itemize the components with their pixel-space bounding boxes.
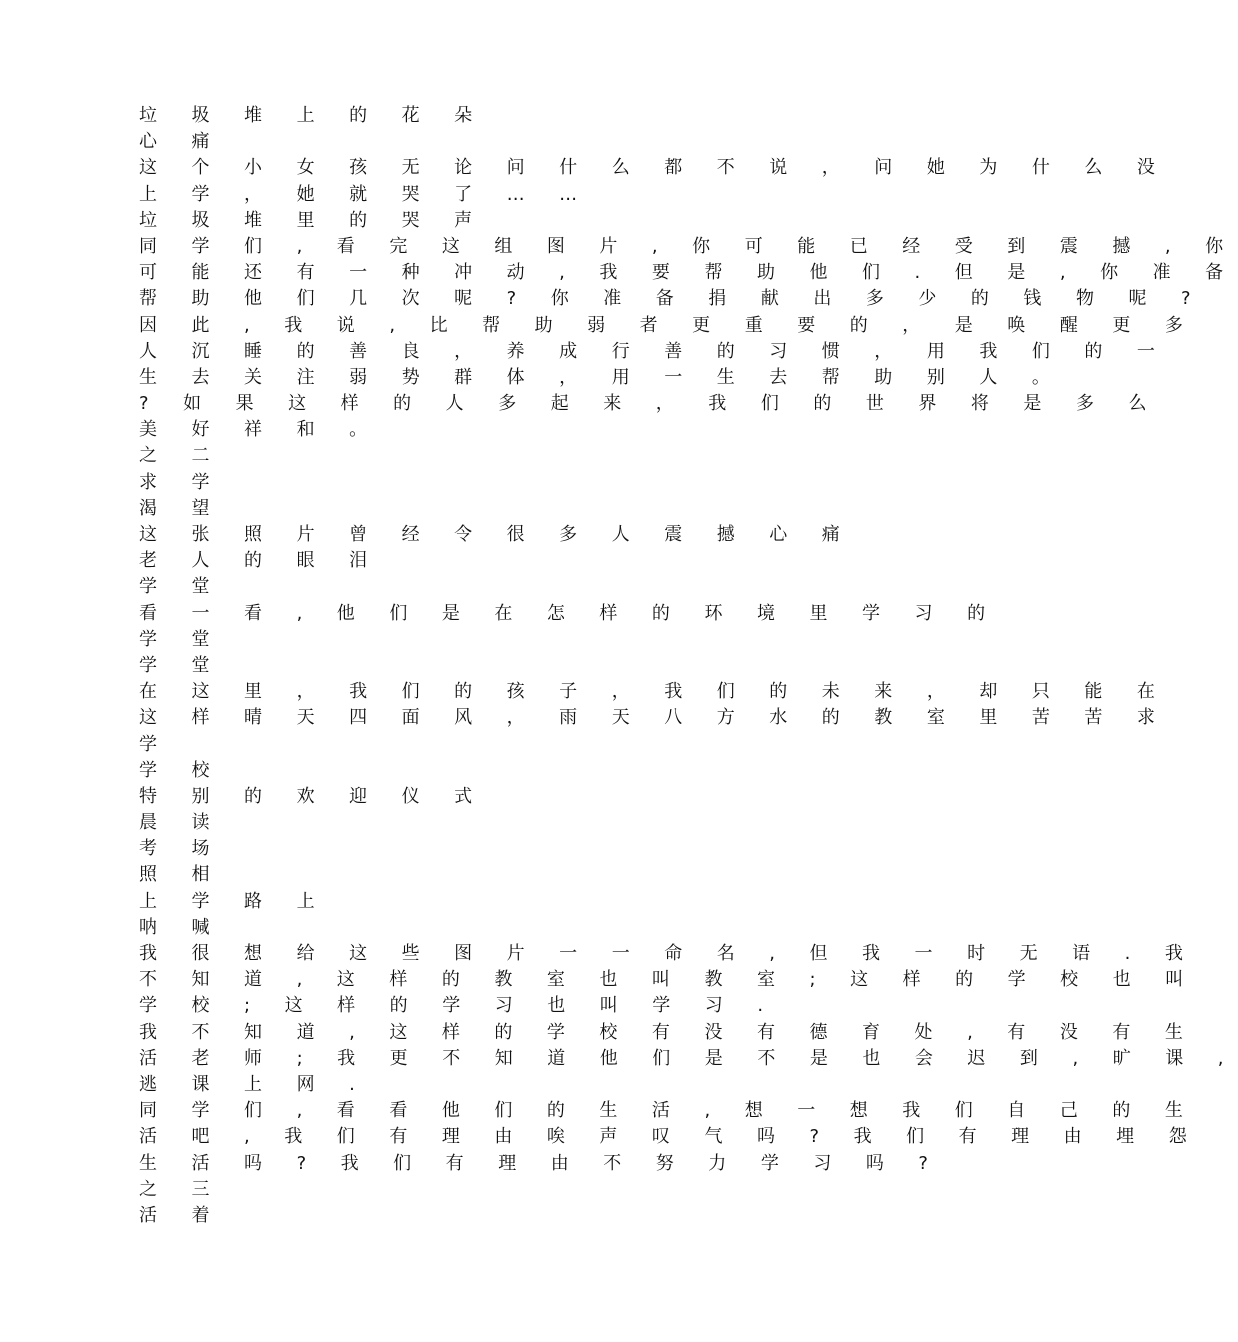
text-line: 这 个 小 女 孩 无 论 问 什 么 都 不 说 ， 问 她 为 什 么 没: [139, 157, 1170, 179]
section-title: 活 着: [139, 1204, 224, 1226]
caption: 特 别 的 欢 迎 仪 式: [139, 785, 487, 807]
text-line: 逃 课 上 网 .: [139, 1073, 370, 1095]
text-line: 这 张 照 片 曾 经 令 很 多 人 震 撼 心 痛: [139, 524, 855, 545]
caption: 呐 喊: [139, 916, 224, 938]
text-line: 美 好 祥 和 。: [139, 419, 382, 441]
text-line: 同 学 们 , 看 完 这 组 图 片 , 你 可 能 已 经 受 到 震 撼 , 你: [139, 235, 1238, 257]
text-line: 我 不 知 道 , 这 样 的 学 校 有 没 有 德 育 处 , 有 没 有 生: [139, 1021, 1198, 1043]
text-line: 帮 助 他 们 几 次 呢 ? 你 准 备 捐 献 出 多 少 的 钱 物 呢 ?: [139, 288, 1205, 310]
text-line: 活 老 师 ; 我 更 不 知 道 他 们 是 不 是 也 会 迟 到 , 旷 课 ,: [139, 1047, 1238, 1069]
text-line: 因 此 , 我 说 , 比 帮 助 弱 者 更 重 要 的 ， 是 唤 醒 更 多: [139, 314, 1198, 336]
text-line: 看 一 看 , 他 们 是 在 怎 样 的 环 境 里 学 习 的: [139, 602, 1000, 624]
caption: 学 堂: [139, 576, 224, 598]
caption: 上 学 路 上: [139, 890, 329, 912]
text-line: 我 很 想 给 这 些 图 片 一 一 命 名 , 但 我 一 时 无 语 . 我: [139, 943, 1198, 964]
caption: 照 相: [139, 864, 224, 886]
text-line: 学: [139, 733, 172, 755]
text-line: 同 学 们 , 看 看 他 们 的 生 活 , 想 一 想 我 们 自 己 的 生: [139, 1100, 1198, 1122]
text-line: 上 学 ， 她 就 哭 了 … …: [139, 183, 592, 205]
text-line: ? 如 果 这 样 的 人 多 起 来 ， 我 们 的 世 界 将 是 多 么: [139, 393, 1161, 415]
text-line: 生 去 关 注 弱 势 群 体 ， 用 一 生 去 帮 助 别 人 。: [139, 366, 1065, 388]
caption: 渴 望: [139, 497, 224, 519]
text-line: 在 这 里 ， 我 们 的 孩 子 ， 我 们 的 未 来 ， 却 只 能 在: [139, 681, 1170, 703]
text-line: 生 活 吗 ? 我 们 有 理 由 不 努 力 学 习 吗 ?: [139, 1152, 943, 1174]
text-line: 活 吧 , 我 们 有 理 由 唉 声 叹 气 吗 ? 我 们 有 理 由 埋 怨: [139, 1126, 1202, 1148]
caption: 学 校: [139, 759, 224, 781]
text-line: 可 能 还 有 一 种 冲 动 , 我 要 帮 助 他 们 . 但 是 , 你 准 备: [139, 262, 1238, 284]
caption: 学 堂: [139, 628, 224, 650]
caption: 考 场: [139, 838, 224, 860]
section-heading: 之 三: [139, 1178, 224, 1200]
section-title: 垃 圾 堆 上 的 花 朵: [139, 105, 487, 126]
caption: 学 堂: [139, 654, 224, 676]
caption: 老 人 的 眼 泪: [139, 550, 382, 572]
text-line: 这 样 晴 天 四 面 风 ， 雨 天 八 方 水 的 教 室 里 苦 苦 求: [139, 707, 1170, 729]
caption: 晨 读: [139, 812, 224, 834]
section-title: 求 学: [139, 471, 224, 493]
text-line: 人 沉 睡 的 善 良 ， 养 成 行 善 的 习 惯 ， 用 我 们 的 一: [139, 340, 1170, 362]
document-body: [139, 103, 1238, 1229]
caption: 垃 圾 堆 里 的 哭 声: [139, 209, 487, 231]
section-heading: 之 二: [139, 445, 224, 467]
caption: 心 痛: [139, 131, 224, 153]
text-line: 学 校 ; 这 样 的 学 习 也 叫 学 习 .: [139, 995, 778, 1017]
text-line: 不 知 道 , 这 样 的 教 室 也 叫 教 室 ; 这 样 的 学 校 也 叫: [139, 969, 1198, 991]
